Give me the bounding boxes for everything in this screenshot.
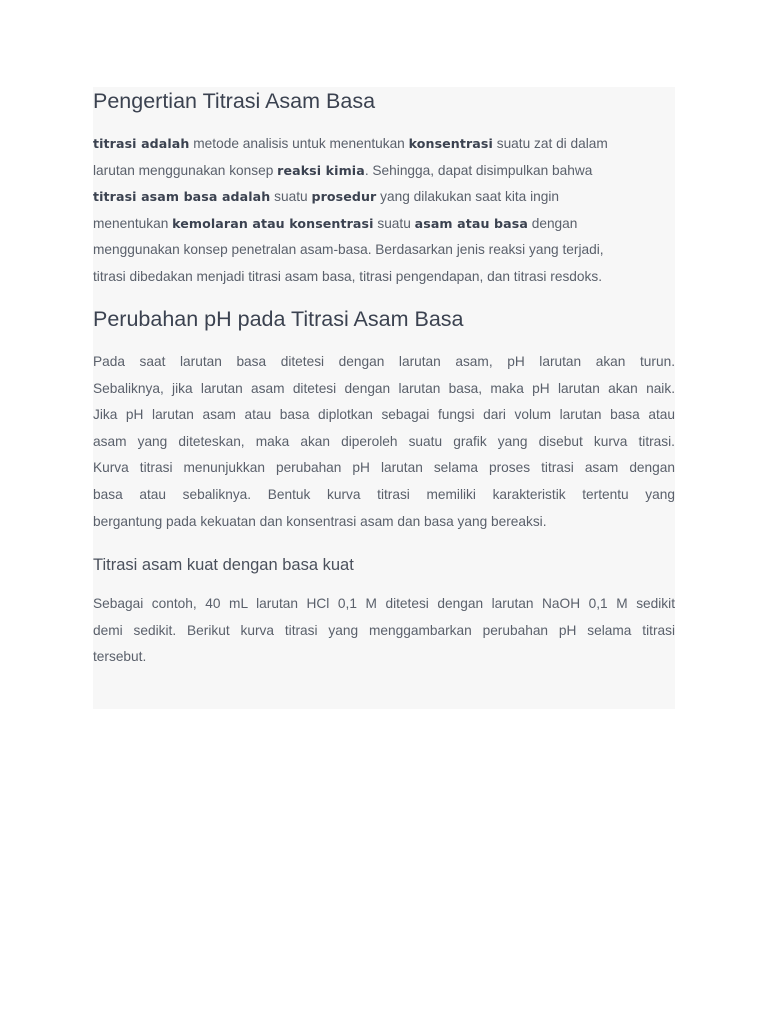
text-run: yang dilakukan saat kita ingin (376, 189, 559, 205)
paragraph-line: menggunakan konsep penetralan asam-basa. Berdasarkan jenis reaksi yang terjadi, (93, 242, 604, 258)
paragraph-line: Jika pH larutan asam atau basa diplotkan sebagai fungsi dari volum larutan basa atau (93, 407, 675, 423)
paragraph-line: bergantung pada kekuatan dan konsentrasi asam dan basa yang bereaksi. (93, 513, 547, 529)
paragraph-line: Sebaliknya, jika larutan asam ditetesi dengan larutan basa, maka pH larutan akan naik. (93, 380, 675, 396)
paragraph-line (93, 211, 675, 238)
article-content (93, 87, 675, 709)
bold-term: titrasi adalah (93, 136, 190, 151)
text-run: suatu zat di dalam (492, 136, 608, 151)
paragraph-pengertian (93, 131, 675, 291)
paragraph-line: demi sedikit. Berikut kurva titrasi yang menggambarkan perubahan pH selama titrasi (93, 622, 675, 638)
text-run: . Sehingga, dapat disimpulkan bahwa (364, 162, 593, 178)
paragraph-line: tersebut. (93, 649, 147, 665)
paragraph-perubahan-ph (93, 349, 675, 535)
bold-term: reaksi kimia (277, 162, 365, 178)
bold-term: titrasi asam basa adalah (93, 189, 271, 205)
paragraph-line: Sebagai contoh, 40 mL larutan HCl 0,1 M ditetesi dengan larutan NaOH 0,1 M sedikit (93, 596, 675, 611)
paragraph-line (93, 184, 675, 211)
paragraph-line: asam yang diteteskan, maka akan diperoleh suatu grafik yang disebut kurva titrasi. (93, 433, 675, 449)
paragraph-line: Pada saat larutan basa ditetesi dengan larutan asam, pH larutan akan turun. (93, 354, 675, 369)
paragraph-line: Kurva titrasi menunjukkan perubahan pH larutan selama proses titrasi asam dengan (93, 460, 675, 476)
text-run: dengan (527, 215, 578, 231)
section-title-pengertian: Pengertian Titrasi Asam Basa (93, 89, 376, 113)
text-run: metode analisis untuk menentukan (189, 136, 409, 151)
text-run: larutan menggunakan konsep (93, 162, 278, 178)
bold-term: prosedur (311, 189, 377, 205)
bold-term: kemolaran atau konsentrasi (172, 215, 374, 231)
text-run: suatu (373, 215, 415, 231)
subsection-title-asam-kuat-basa-kuat: Titrasi asam kuat dengan basa kuat (93, 556, 354, 574)
text-run: suatu (270, 189, 312, 205)
section-title-perubahan-ph: Perubahan pH pada Titrasi Asam Basa (93, 307, 464, 331)
text-run: menentukan (93, 215, 173, 231)
bold-term: asam atau basa (414, 215, 528, 231)
paragraph-line: basa atau sebaliknya. Bentuk kurva titrasi memiliki karakteristik tertentu yang (93, 486, 675, 502)
paragraph-line: titrasi dibedakan menjadi titrasi asam basa, titrasi pengendapan, dan titrasi resdoks. (93, 268, 602, 284)
bold-term: konsentrasi (408, 136, 493, 151)
paragraph-line (93, 158, 675, 185)
paragraph-contoh-titrasi (93, 591, 675, 671)
paragraph-line (93, 131, 675, 158)
